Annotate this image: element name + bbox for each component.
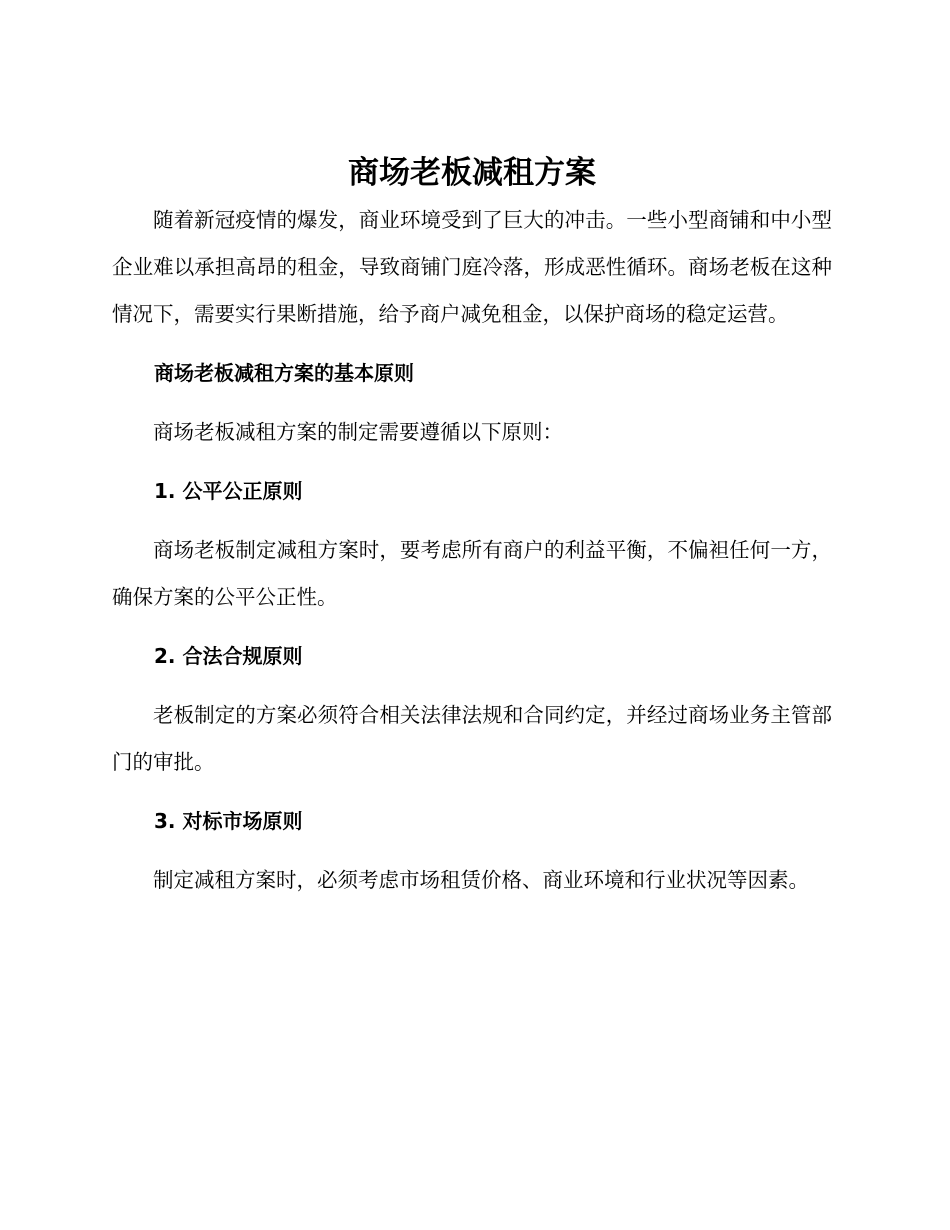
spacer bbox=[112, 621, 832, 633]
section-lead-paragraph: 商场老板减租方案的制定需要遵循以下原则： bbox=[153, 420, 563, 444]
spacer bbox=[112, 338, 832, 350]
spacer bbox=[112, 786, 832, 798]
spacer bbox=[112, 515, 832, 527]
spacer bbox=[112, 397, 832, 409]
principle-1-body: 商场老板制定减租方案时，要考虑所有商户的利益平衡，不偏袒任何一方，确保方案的公平公正性。 bbox=[112, 538, 832, 609]
principle-1-heading: 1. 公平公正原则 bbox=[154, 479, 303, 503]
spacer bbox=[112, 456, 832, 468]
principle-2-heading: 2. 合法合规原则 bbox=[154, 644, 303, 668]
intro-paragraph: 随着新冠疫情的爆发，商业环境受到了巨大的冲击。一些小型商铺和中小型企业难以承担高昂的租金，导致商铺门庭冷落，形成恶性循环。商场老板在这种情况下，需要实行果断措施，给予商户减免租金，以保护商场的稳定运营。 bbox=[112, 208, 832, 326]
spacer bbox=[112, 845, 832, 857]
principle-3-heading: 3. 对标市场原则 bbox=[154, 809, 303, 833]
principle-2-body: 老板制定的方案必须符合相关法律法规和合同约定，并经过商场业务主管部门的审批。 bbox=[112, 703, 832, 774]
section-heading: 商场老板减租方案的基本原则 bbox=[154, 361, 414, 385]
principle-3-body: 制定减租方案时，必须考虑市场租赁价格、商业环境和行业状况等因素。 bbox=[153, 868, 809, 892]
spacer bbox=[112, 680, 832, 692]
document-title: 商场老板减租方案 bbox=[348, 155, 596, 191]
document-body bbox=[112, 150, 832, 904]
